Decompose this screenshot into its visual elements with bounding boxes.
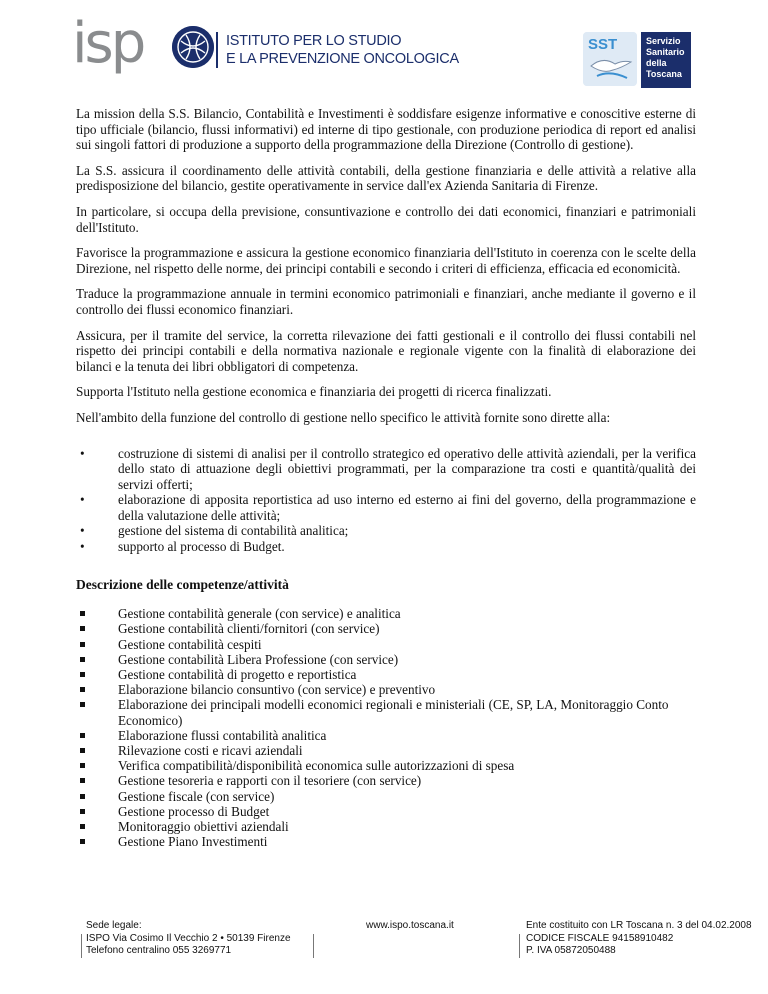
list-item-text: Elaborazione flussi contabilità analitica (118, 727, 327, 743)
institute-name-line1: ISTITUTO PER LO STUDIO (226, 33, 402, 49)
square-bullet-icon (80, 626, 85, 631)
bullet-icon: • (80, 445, 85, 461)
footer-vat-number: P. IVA 05872050488 (526, 945, 616, 956)
sst-name-line4: Toscana (646, 69, 682, 79)
list-item (76, 621, 696, 636)
list-item (76, 789, 696, 804)
list-item (76, 667, 696, 682)
activity-list (76, 606, 696, 849)
sst-badge-text: SST (588, 36, 618, 53)
list-item (76, 682, 696, 697)
ispo-logo-text: isp (72, 11, 144, 76)
square-bullet-icon (80, 839, 85, 844)
page-header (0, 0, 768, 100)
square-bullet-icon (80, 794, 85, 799)
sst-emblem-icon (583, 32, 637, 86)
square-bullet-icon (80, 824, 85, 829)
footer-address (86, 920, 291, 958)
bullet-icon: • (80, 523, 85, 539)
list-item (76, 492, 696, 523)
sst-name-line2: Sanitario (646, 47, 685, 57)
list-item-text: Gestione processo di Budget (118, 803, 270, 819)
list-item (76, 743, 696, 758)
sst-logo (583, 32, 690, 88)
bullet-list (76, 446, 696, 555)
square-bullet-icon (80, 748, 85, 753)
footer-address-label: Sede legale: (86, 920, 142, 931)
list-item-text: Gestione Piano Investimenti (118, 834, 268, 850)
paragraph: Nell'ambito della funzione del controllo di gestione nello specifico le attività fornite sono dirette alla: (76, 409, 611, 425)
square-bullet-icon (80, 611, 85, 616)
document-body (76, 106, 696, 850)
list-item-text: gestione del sistema di contabilità analitica; (118, 523, 349, 539)
list-item (76, 819, 696, 834)
list-item-text: Gestione tesoreria e rapporti con il tesoriere (con service) (118, 773, 422, 789)
list-item-text: Gestione contabilità di progetto e reportistica (118, 667, 357, 683)
list-item (76, 804, 696, 819)
bullet-icon: • (80, 492, 85, 508)
list-item (76, 539, 696, 555)
list-item (76, 697, 696, 727)
list-item (76, 523, 696, 539)
list-item-text: Gestione contabilità Libera Professione (con service) (118, 651, 399, 667)
list-item-text: supporto al processo di Budget. (118, 539, 285, 555)
footer-legal-line: Ente costituito con LR Toscana n. 3 del 04.02.2008 (526, 920, 752, 931)
square-bullet-icon (80, 672, 85, 677)
paragraph: In particolare, si occupa della previsione, consuntivazione e controllo dei dati economici, finanziari e patrimoniali dell'Istituto. (76, 203, 696, 235)
list-item (76, 652, 696, 667)
footer-website[interactable]: www.ispo.toscana.it (366, 920, 454, 931)
list-item-text: Rilevazione costi e ricavi aziendali (118, 743, 303, 759)
sst-name (641, 32, 691, 88)
list-item-text: Elaborazione bilancio consuntivo (con service) e preventivo (118, 682, 436, 698)
bullet-icon: • (80, 539, 85, 555)
ispo-logo (72, 11, 217, 76)
footer-phone: Telefono centralino 055 3269771 (86, 945, 232, 956)
list-item-text: Gestione contabilità cespiti (118, 636, 262, 652)
footer-divider (313, 934, 314, 958)
paragraph: La mission della S.S. Bilancio, Contabilità e Investimenti è soddisfare esigenze informative e conoscitive esterne di tipo ufficiale (bilancio, flussi informativi) ed interne di tipo gestionale, con produzione periodica di report ed analisi sui singoli fattori di produzione a supporto della programmazione della Direzione (Controllo di gestione). (76, 106, 696, 153)
page-footer (0, 914, 768, 974)
list-item (76, 773, 696, 788)
list-item (76, 446, 696, 493)
list-item-text: Gestione contabilità clienti/fornitori (con service) (118, 621, 380, 637)
square-bullet-icon (80, 733, 85, 738)
footer-legal-info (526, 920, 752, 958)
ispo-logo-emblem-icon (172, 26, 214, 68)
footer-divider (519, 934, 520, 958)
paragraph: Traduce la programmazione annuale in termini economico patrimoniali e finanziari, anche mediante il governo e il controllo dei flussi economico finanziari. (76, 286, 696, 317)
square-bullet-icon (80, 642, 85, 647)
paragraph: Favorisce la programmazione e assicura la gestione economico finanziaria dell'Istituto in coerenza con le scelte della Direzione, nel rispetto delle norme, dei principi contabili e secondo i criteri di efficienza, efficacia ed economicità. (76, 245, 696, 276)
square-bullet-icon (80, 778, 85, 783)
square-bullet-icon (80, 702, 85, 707)
footer-tax-code: CODICE FISCALE 94158910482 (526, 932, 674, 944)
paragraph: La S.S. assicura il coordinamento delle attività contabili, della gestione finanziaria e delle attività a relative alla predisposizione del bilancio, gestite operativamente in service dall'ex Azienda Sanitaria di Firenze. (76, 162, 696, 194)
square-bullet-icon (80, 657, 85, 662)
footer-address-street: ISPO Via Cosimo Il Vecchio 2 • 50139 Firenze (86, 932, 291, 944)
sst-name-line3: della (646, 58, 667, 68)
footer-divider (81, 934, 82, 958)
list-item (76, 606, 696, 621)
paragraph: Assicura, per il tramite del service, la corretta rilevazione dei fatti gestionali e il controllo dei flussi contabili nel rispetto dei principi contabili e della normativa nazionale e regionale vigente con la finalità di elaborazione dei bilanci e la tenuta dei libri obbligatori di competenza. (76, 327, 696, 374)
list-item-text: Gestione fiscale (con service) (118, 788, 275, 804)
sst-name-line1: Servizio (646, 36, 681, 46)
list-item-text: Verifica compatibilità/disponibilità economica sulle autorizzazioni di spesa (118, 758, 515, 774)
square-bullet-icon (80, 809, 85, 814)
square-bullet-icon (80, 687, 85, 692)
list-item (76, 637, 696, 652)
section-title: Descrizione delle competenze/attività (76, 576, 289, 592)
list-item-text: Gestione contabilità generale (con service) e analitica (118, 606, 401, 622)
list-item-text: costruzione di sistemi di analisi per il controllo strategico ed operativo delle attività aziendali, per la verifica dello stato di attuazione degli obiettivi programmati, per la comparazione tra costi e quantità/qualità dei servizi offerti; (118, 445, 696, 492)
list-item-text: elaborazione di apposita reportistica ad uso interno ed esterno ai fini del governo, della programmazione e della valutazione delle attività; (118, 492, 696, 523)
list-item (76, 758, 696, 773)
list-item (76, 728, 696, 743)
list-item-text: Elaborazione dei principali modelli economici regionali e ministeriali (CE, SP, LA, Monitoraggio Conto Economico) (118, 697, 669, 728)
paragraph: Supporta l'Istituto nella gestione economica e finanziaria dei progetti di ricerca finalizzati. (76, 384, 552, 400)
list-item (76, 834, 696, 849)
institute-name-line2: E LA PREVENZIONE ONCOLOGICA (226, 51, 459, 67)
list-item-text: Monitoraggio obiettivi aziendali (118, 819, 289, 835)
square-bullet-icon (80, 763, 85, 768)
institute-name (226, 32, 459, 68)
header-divider (216, 32, 218, 68)
